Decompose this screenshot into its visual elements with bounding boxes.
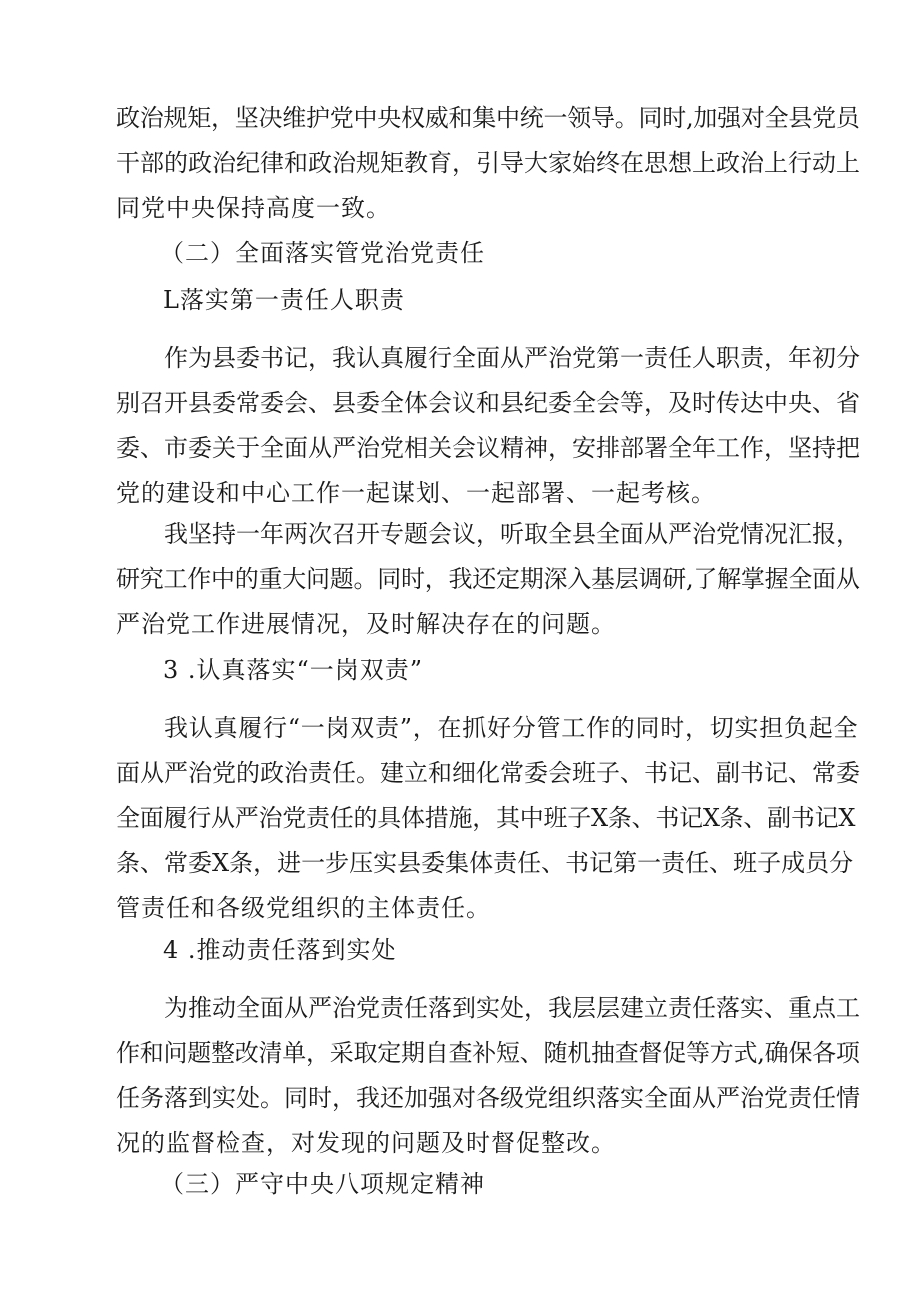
text-line: 党的建设和中心工作一起谋划、一起部署、一起考核。 <box>116 479 716 507</box>
text-line: 作和问题整改清单，采取定期自查补短、随机抽查督促等方式,确保各项 <box>116 1039 860 1067</box>
text-line: 同党中央保持高度一致。 <box>116 194 391 222</box>
text-line: 我坚持一年两次召开专题会议，听取全县全面从严治党情况汇报， <box>164 520 860 548</box>
subsection-heading: 4 .推动责任落到实处 <box>163 936 397 964</box>
text-line: 任务落到实处。同时，我还加强对各级党组织落实全面从严治党责任情 <box>116 1084 860 1112</box>
section-heading: （二）全面落实管党治党责任 <box>160 239 485 267</box>
text-line: 面从严治党的政治责任。建立和细化常委会班子、书记、副书记、常委 <box>116 759 860 787</box>
subsection-heading: 3 .认真落实“一岗双责” <box>163 656 424 684</box>
text-line: 委、市委关于全面从严治党相关会议精神，安排部署全年工作，坚持把 <box>116 434 860 462</box>
section-heading: （三）严守中央八项规定精神 <box>160 1170 485 1198</box>
text-line: 政治规矩，坚决维护党中央权威和集中统一领导。同时,加强对全县党员 <box>116 104 860 132</box>
text-line: 研究工作中的重大问题。同时，我还定期深入基层调研,了解掌握全面从 <box>116 565 860 593</box>
text-line: 条、常委X条，进一步压实县委集体责任、书记第一责任、班子成员分 <box>116 849 854 877</box>
text-line: 作为县委书记，我认真履行全面从严治党第一责任人职责，年初分 <box>164 344 860 372</box>
text-line: 为推动全面从严治党责任落到实处，我层层建立责任落实、重点工 <box>164 994 860 1022</box>
text-line: 管责任和各级党组织的主体责任。 <box>116 894 491 922</box>
text-line: 况的监督检查，对发现的问题及时督促整改。 <box>116 1129 616 1157</box>
text-line: 别召开县委常委会、县委全体会议和县纪委全会等，及时传达中央、省 <box>116 389 860 417</box>
text-line: 全面履行从严治党责任的具体措施，其中班子X条、书记X条、副书记X <box>116 804 856 832</box>
subsection-heading: L落实第一责任人职责 <box>163 286 405 314</box>
text-line: 严治党工作进展情况，及时解决存在的问题。 <box>116 610 616 638</box>
text-line: 干部的政治纪律和政治规矩教育，引导大家始终在思想上政治上行动上 <box>116 149 860 177</box>
text-line: 我认真履行“一岗双责”，在抓好分管工作的同时，切实担负起全 <box>164 714 859 742</box>
